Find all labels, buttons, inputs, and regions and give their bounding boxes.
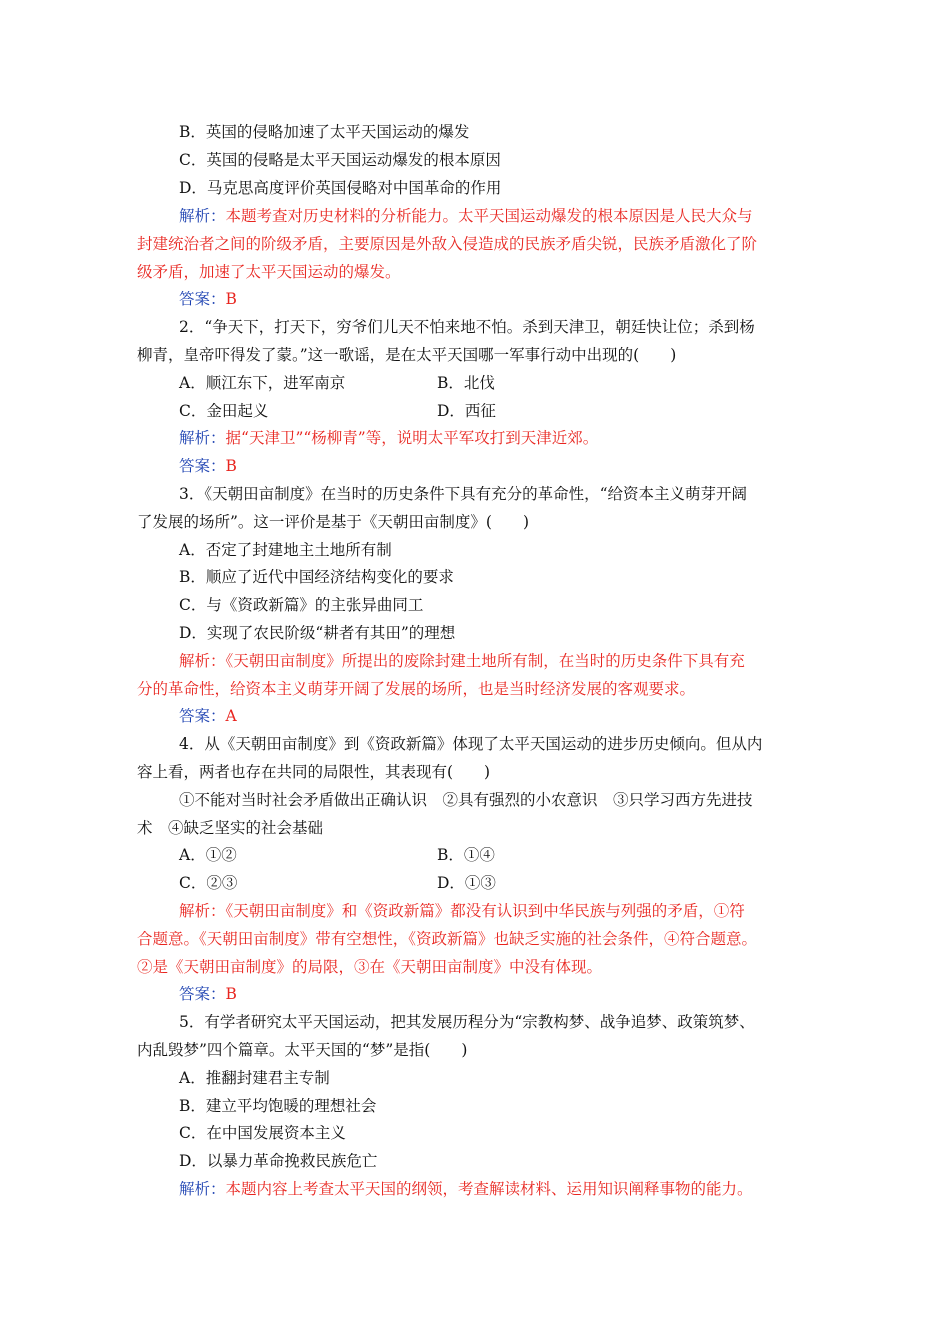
q1-analysis-line-2: 封建统治者之间的阶级矛盾，主要原因是外敌入侵造成的民族矛盾尖锐，民族矛盾激化了阶 [137, 235, 758, 253]
answer-value: B [225, 457, 237, 475]
answer-label: 答案： [179, 985, 226, 1003]
q4-analysis-line-2: 合题意。《天朝田亩制度》带有空想性，《资政新篇》也缺乏实施的社会条件，④符合题意。 [137, 930, 758, 948]
analysis-text: 本题考查对历史材料的分析能力。太平天国运动爆发的根本原因是人民大众与 [225, 207, 753, 225]
q2-option-b: B．北伐 [437, 374, 495, 392]
q1-option-b: B．英国的侵略加速了太平天国运动的爆发 [179, 123, 470, 141]
q5-stem-line-2: 内乱毁梦”四个篇章。太平天国的“梦”是指( ) [137, 1041, 468, 1059]
q2-stem-line-2: 柳青，皇帝吓得发了蒙。”这一歌谣，是在太平天国哪一军事行动中出现的( ) [137, 346, 677, 364]
q3-option-d: D．实现了农民阶级“耕者有其田”的理想 [179, 624, 456, 642]
q4-items-line-2: 术 ④缺乏坚实的社会基础 [137, 819, 324, 837]
q2-option-c: C．金田起义 [179, 402, 269, 420]
q4-stem-line-1: 4．从《天朝田亩制度》到《资政新篇》体现了太平天国运动的进步历史倾向。但从内 [179, 735, 763, 753]
q4-option-d: D．①③ [437, 874, 496, 892]
q2-stem-line-1: 2．“争天下，打天下，穷爷们儿天不怕来地不怕。杀到天津卫，朝廷快让位；杀到杨 [179, 318, 755, 336]
answer-value: B [225, 290, 237, 308]
analysis-text: 据“天津卫”“杨柳青”等，说明太平军攻打到天津近郊。 [225, 429, 599, 447]
q5-analysis-line-1 [179, 1179, 753, 1199]
analysis-label: 解析： [179, 1180, 226, 1198]
q3-option-c: C．与《资政新篇》的主张异曲同工 [179, 596, 424, 614]
q4-analysis-line-3: ②是《天朝田亩制度》的局限，③在《天朝田亩制度》中没有体现。 [137, 958, 603, 976]
q3-option-a: A．否定了封建地主土地所有制 [179, 541, 392, 559]
q1-option-d: D．马克思高度评价英国侵略对中国革命的作用 [179, 179, 502, 197]
q5-option-b: B．建立平均饱暖的理想社会 [179, 1097, 377, 1115]
answer-label: 答案： [179, 707, 226, 725]
q4-stem-line-2: 容上看，两者也存在共同的局限性，其表现有( ) [137, 763, 491, 781]
q5-option-c: C．在中国发展资本主义 [179, 1124, 346, 1142]
q3-analysis-line-1 [179, 651, 745, 671]
q4-option-a: A．①② [179, 846, 237, 864]
q1-analysis-line-3: 级矛盾，加速了太平天国运动的爆发。 [137, 263, 401, 281]
q3-stem-line-2: 了发展的场所”。这一评价是基于《天朝田亩制度》( ) [137, 513, 530, 531]
analysis-text: 《天朝田亩制度》和《资政新篇》都没有认识到中华民族与列强的矛盾，①符 [225, 902, 745, 920]
analysis-label: 解析： [179, 652, 226, 670]
q1-option-c: C．英国的侵略是太平天国运动爆发的根本原因 [179, 151, 501, 169]
q5-option-a: A．推翻封建君主专制 [179, 1069, 330, 1087]
q3-option-b: B．顺应了近代中国经济结构变化的要求 [179, 568, 454, 586]
q2-option-d: D．西征 [437, 402, 496, 420]
q5-stem-line-1: 5．有学者研究太平天国运动，把其发展历程分为“宗教构梦、战争追梦、政策筑梦、 [179, 1013, 755, 1031]
answer-value: B [225, 985, 237, 1003]
q4-option-b: B．①④ [437, 846, 495, 864]
answer-label: 答案： [179, 290, 226, 308]
q4-answer [179, 984, 237, 1004]
q1-analysis-line-1 [179, 206, 753, 226]
q5-option-d: D．以暴力革命挽救民族危亡 [179, 1152, 378, 1170]
analysis-label: 解析： [179, 429, 226, 447]
q3-stem-line-1: 3．《天朝田亩制度》在当时的历史条件下具有充分的革命性，“给资本主义萌芽开阔 [179, 485, 748, 503]
q4-option-c: C．②③ [179, 874, 238, 892]
q4-analysis-line-1 [179, 901, 745, 921]
analysis-text: 《天朝田亩制度》所提出的废除封建土地所有制，在当时的历史条件下具有充 [225, 652, 745, 670]
analysis-text: 本题内容上考查太平天国的纲领，考查解读材料、运用知识阐释事物的能力。 [225, 1180, 753, 1198]
q3-answer [179, 706, 237, 726]
q1-answer [179, 289, 237, 309]
q2-option-a: A．顺江东下，进军南京 [179, 374, 346, 392]
answer-value: A [225, 707, 237, 725]
q2-answer [179, 456, 237, 476]
q3-analysis-line-2: 分的革命性，给资本主义萌芽开阔了发展的场所，也是当时经济发展的客观要求。 [137, 680, 696, 698]
answer-label: 答案： [179, 457, 226, 475]
q4-items-line-1: ①不能对当时社会矛盾做出正确认识 ②具有强烈的小农意识 ③只学习西方先进技 [179, 791, 753, 809]
analysis-label: 解析： [179, 902, 226, 920]
q2-analysis-line-1 [179, 428, 598, 448]
analysis-label: 解析： [179, 207, 226, 225]
